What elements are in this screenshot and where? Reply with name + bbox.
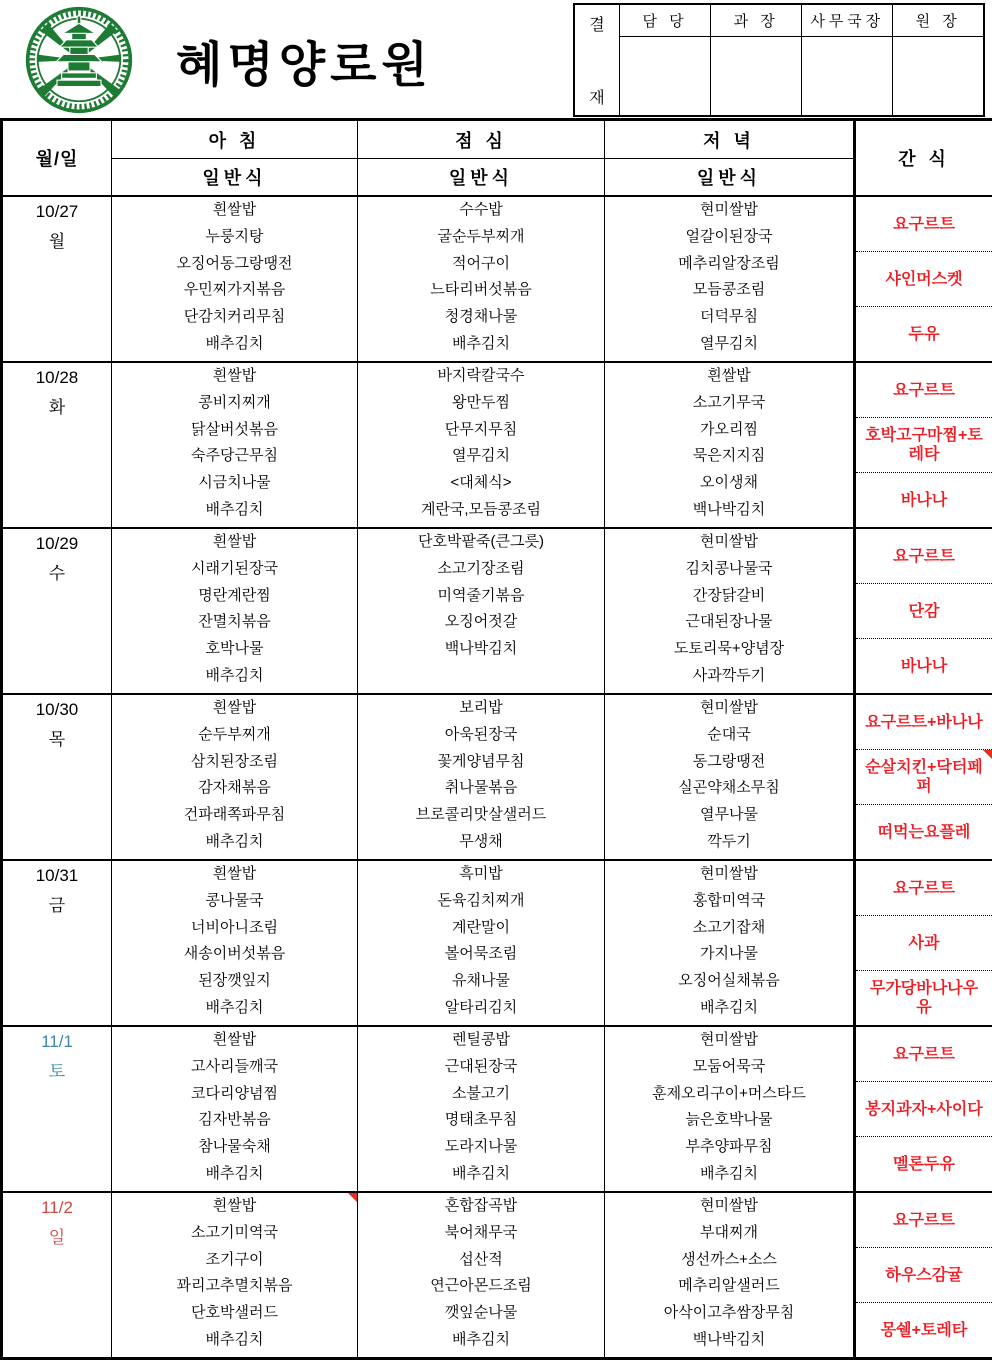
subheader-breakfast-type: 일반식 [112, 159, 358, 197]
day-of-week: 월 [3, 227, 111, 257]
menu-item: 꽃게양념무침 [358, 749, 604, 776]
menu-row-11-2 [2, 1192, 992, 1359]
menu-item: 흰쌀밥 [112, 695, 357, 722]
menu-item: 메추리알장조림 [605, 251, 853, 278]
snack-item [856, 639, 992, 693]
subheader-lunch-type: 일반식 [358, 159, 605, 197]
date-value: 10/28 [3, 363, 111, 393]
dinner-cell [605, 196, 855, 362]
approval-stamp-char-bottom: 재 [589, 85, 604, 108]
menu-item: 혼합잡곡밥 [358, 1193, 604, 1220]
menu-item: 배추김치 [112, 829, 357, 856]
lunch-cell [358, 1026, 605, 1192]
snack-item-label: 호박고구마찜+토레타 [864, 426, 984, 464]
date-value: 11/2 [3, 1193, 111, 1223]
menu-item: 소고기미역국 [112, 1220, 357, 1247]
day-of-week: 화 [3, 393, 111, 423]
snack-item [856, 861, 992, 916]
day-of-week: 수 [3, 559, 111, 589]
snack-cell [855, 362, 992, 528]
menu-item: 유채나물 [358, 968, 604, 995]
menu-row-10-31 [2, 860, 992, 1026]
menu-item: 소불고기 [358, 1081, 604, 1108]
snack-item [856, 307, 992, 361]
menu-item: 건파래쪽파무침 [112, 802, 357, 829]
breakfast-cell [112, 528, 358, 694]
menu-item: 홍합미역국 [605, 888, 853, 915]
snack-item-label: 멜론두유 [893, 1155, 955, 1174]
approval-col-wonjang: 원 장 [893, 4, 984, 37]
menu-item: 순대국 [605, 722, 853, 749]
breakfast-cell [112, 1026, 358, 1192]
menu-item: 배추김치 [112, 1327, 357, 1354]
menu-item: 무생채 [358, 829, 604, 856]
menu-item: 간장닭갈비 [605, 583, 853, 610]
snack-item-label: 단감 [909, 602, 940, 621]
menu-item: 배추김치 [605, 995, 853, 1022]
snack-list [856, 695, 992, 859]
day-of-week: 목 [3, 725, 111, 755]
menu-item: 북어채무국 [358, 1220, 604, 1247]
menu-item: 적어구이 [358, 251, 604, 278]
menu-item: 삼치된장조림 [112, 749, 357, 776]
dinner-cell [605, 528, 855, 694]
menu-item: 소고기무국 [605, 390, 853, 417]
menu-item: 흰쌀밥 [112, 529, 357, 556]
menu-item: 고사리들깨국 [112, 1054, 357, 1081]
snack-item [856, 695, 992, 750]
menu-item: 우민찌가지볶음 [112, 277, 357, 304]
menu-item: 콩나물국 [112, 888, 357, 915]
date-value: 10/31 [3, 861, 111, 891]
menu-item: 취나물볶음 [358, 775, 604, 802]
snack-item [856, 1303, 992, 1357]
page-header [0, 0, 992, 118]
menu-item: 더덕무침 [605, 304, 853, 331]
snack-cell [855, 1026, 992, 1192]
menu-item: 배추김치 [358, 331, 604, 358]
col-header-date: 월/일 [2, 120, 112, 197]
snack-item [856, 805, 992, 859]
menu-row-10-30 [2, 694, 992, 860]
meal-plan-header [2, 120, 992, 197]
snack-item-label: 바나나 [901, 491, 947, 510]
menu-item: 오징어젓갈 [358, 609, 604, 636]
menu-item: 된장깻잎지 [112, 968, 357, 995]
menu-item: 순두부찌개 [112, 722, 357, 749]
menu-item: 미역줄기볶음 [358, 583, 604, 610]
menu-item: 흰쌀밥 [112, 363, 357, 390]
comment-marker-icon [348, 1193, 357, 1202]
menu-item: 생선까스+소스 [605, 1247, 853, 1274]
menu-item: 꽈리고추멸치볶음 [112, 1273, 357, 1300]
snack-item-label: 요구르트 [893, 1045, 955, 1064]
menu-item: 가오리찜 [605, 417, 853, 444]
menu-item: 배추김치 [358, 1327, 604, 1354]
date-value: 11/1 [3, 1027, 111, 1057]
menu-item: 소고기장조림 [358, 556, 604, 583]
snack-item [856, 418, 992, 473]
approval-box [573, 3, 985, 117]
menu-item: 닭살버섯볶음 [112, 417, 357, 444]
lunch-cell [358, 860, 605, 1026]
date-cell [2, 362, 112, 528]
approval-stamp-label [574, 4, 620, 116]
menu-item: 현미쌀밥 [605, 529, 853, 556]
snack-list [856, 197, 992, 361]
approval-sign-cell [711, 37, 802, 117]
comment-marker-icon [983, 750, 992, 759]
menu-item: 배추김치 [112, 331, 357, 358]
col-header-lunch: 점 심 [358, 120, 605, 159]
menu-item: 코다리양념찜 [112, 1081, 357, 1108]
date-cell [2, 196, 112, 362]
menu-item: 배추김치 [605, 1161, 853, 1188]
menu-row-10-29 [2, 528, 992, 694]
day-of-week: 금 [3, 891, 111, 921]
menu-item: 렌틸콩밥 [358, 1027, 604, 1054]
menu-item: 도토리묵+양념장 [605, 636, 853, 663]
menu-item: 현미쌀밥 [605, 861, 853, 888]
menu-item: 배추김치 [112, 995, 357, 1022]
menu-item: 콩비지찌개 [112, 390, 357, 417]
menu-item: 새송이버섯볶음 [112, 941, 357, 968]
date-value: 10/29 [3, 529, 111, 559]
snack-item-label: 봉지과자+사이다 [865, 1100, 983, 1119]
menu-item: 얼갈이된장국 [605, 224, 853, 251]
menu-item: 깻잎순나물 [358, 1300, 604, 1327]
menu-item: 시래기된장국 [112, 556, 357, 583]
menu-item: 계란국,모듬콩조림 [358, 497, 604, 524]
menu-item: 부추양파무침 [605, 1134, 853, 1161]
snack-cell [855, 860, 992, 1026]
approval-col-gwajang: 과 장 [711, 4, 802, 37]
menu-item: 브로콜리맛살샐러드 [358, 802, 604, 829]
menu-item: 잔멸치볶음 [112, 609, 357, 636]
menu-item: 열무김치 [358, 443, 604, 470]
menu-item: 흰쌀밥 [112, 1193, 357, 1220]
snack-item-label: 바나나 [901, 657, 947, 676]
snack-item [856, 529, 992, 584]
menu-item: 수수밥 [358, 197, 604, 224]
menu-item: 오징어실채볶음 [605, 968, 853, 995]
menu-item: <대체식> [358, 470, 604, 497]
menu-item: 명태초무침 [358, 1107, 604, 1134]
subheader-dinner-type: 일반식 [605, 159, 855, 197]
menu-item: 실곤약채소무침 [605, 775, 853, 802]
menu-item: 청경채나물 [358, 304, 604, 331]
snack-cell [855, 694, 992, 860]
snack-list [856, 1027, 992, 1191]
menu-item: 열무김치 [605, 331, 853, 358]
snack-item [856, 363, 992, 418]
snack-cell [855, 196, 992, 362]
menu-item: 보리밥 [358, 695, 604, 722]
date-value: 10/30 [3, 695, 111, 725]
menu-item: 모듬콩조림 [605, 277, 853, 304]
snack-item-label: 요구르트 [893, 1211, 955, 1230]
menu-item: 명란계란찜 [112, 583, 357, 610]
menu-item: 현미쌀밥 [605, 1193, 853, 1220]
snack-list [856, 861, 992, 1025]
snack-item-label: 몽쉘+토레타 [881, 1321, 968, 1340]
snack-item-label: 요구르트 [893, 381, 955, 400]
lunch-cell [358, 694, 605, 860]
snack-cell [855, 528, 992, 694]
date-cell [2, 528, 112, 694]
menu-item: 흰쌀밥 [112, 197, 357, 224]
menu-item: 단호박샐러드 [112, 1300, 357, 1327]
menu-item: 묵은지지짐 [605, 443, 853, 470]
menu-item: 김자반볶음 [112, 1107, 357, 1134]
menu-item: 부대찌개 [605, 1220, 853, 1247]
snack-item-label: 하우스감귤 [885, 1266, 962, 1285]
lunch-cell [358, 1192, 605, 1359]
menu-item: 배추김치 [112, 1161, 357, 1188]
menu-item: 훈제오리구이+머스타드 [605, 1081, 853, 1108]
col-header-dinner: 저 녁 [605, 120, 855, 159]
dinner-cell [605, 362, 855, 528]
approval-stamp-char-top: 결 [589, 12, 604, 35]
breakfast-cell [112, 694, 358, 860]
date-cell [2, 1026, 112, 1192]
lunch-cell [358, 528, 605, 694]
menu-item: 모둠어묵국 [605, 1054, 853, 1081]
menu-item: 흑미밥 [358, 861, 604, 888]
snack-item [856, 1082, 992, 1137]
menu-row-10-28 [2, 362, 992, 528]
snack-item [856, 584, 992, 639]
snack-item [856, 971, 992, 1025]
menu-item: 백나박김치 [605, 497, 853, 524]
menu-item: 백나박김치 [605, 1327, 853, 1354]
menu-item: 섭산적 [358, 1247, 604, 1274]
snack-item-label: 사과 [909, 934, 940, 953]
breakfast-cell [112, 860, 358, 1026]
menu-item: 숙주당근무침 [112, 443, 357, 470]
dinner-cell [605, 1192, 855, 1359]
menu-item: 아욱된장국 [358, 722, 604, 749]
snack-list [856, 529, 992, 693]
snack-item [856, 252, 992, 307]
col-header-snack: 간 식 [855, 120, 992, 197]
menu-item: 볼어묵조림 [358, 941, 604, 968]
menu-item: 도라지나물 [358, 1134, 604, 1161]
meal-plan-table [0, 118, 992, 1360]
snack-item [856, 197, 992, 252]
date-cell [2, 694, 112, 860]
temple-seal-logo [22, 5, 136, 115]
menu-item: 흰쌀밥 [112, 1027, 357, 1054]
menu-item: 단감치커리무침 [112, 304, 357, 331]
menu-item: 굴순두부찌개 [358, 224, 604, 251]
snack-cell [855, 1192, 992, 1359]
col-header-breakfast: 아 침 [112, 120, 358, 159]
snack-list [856, 363, 992, 527]
snack-item-label: 요구르트 [893, 215, 955, 234]
snack-item [856, 750, 992, 805]
snack-item-label: 두유 [909, 325, 940, 344]
menu-item: 오징어동그랑땡전 [112, 251, 357, 278]
snack-item [856, 1137, 992, 1191]
menu-row-10-27 [2, 196, 992, 362]
menu-item: 바지락칼국수 [358, 363, 604, 390]
breakfast-cell [112, 362, 358, 528]
menu-item: 호박나물 [112, 636, 357, 663]
menu-item: 느타리버섯볶음 [358, 277, 604, 304]
approval-col-damdang: 담 당 [620, 4, 711, 37]
day-of-week: 토 [3, 1057, 111, 1087]
menu-item: 배추김치 [112, 497, 357, 524]
menu-item: 늙은호박나물 [605, 1107, 853, 1134]
snack-item-label: 샤인머스켓 [885, 270, 962, 289]
menu-item: 감자채볶음 [112, 775, 357, 802]
snack-item-label: 요구르트 [893, 879, 955, 898]
menu-item: 아삭이고추쌈장무침 [605, 1300, 853, 1327]
meal-plan-body [2, 196, 992, 1359]
menu-item: 흰쌀밥 [112, 861, 357, 888]
menu-item: 근대된장나물 [605, 609, 853, 636]
menu-item: 단호박팥죽(큰그릇) [358, 529, 604, 556]
date-value: 10/27 [3, 197, 111, 227]
menu-item: 시금치나물 [112, 470, 357, 497]
menu-item: 배추김치 [112, 663, 357, 690]
menu-item: 참나물숙채 [112, 1134, 357, 1161]
date-cell [2, 860, 112, 1026]
menu-item: 백나박김치 [358, 636, 604, 663]
menu-item: 메추리알샐러드 [605, 1273, 853, 1300]
menu-item: 배추김치 [358, 1161, 604, 1188]
menu-item: 근대된장국 [358, 1054, 604, 1081]
snack-item-label: 순살치킨+닥터페퍼 [864, 758, 984, 796]
snack-item [856, 1193, 992, 1248]
menu-item: 열무나물 [605, 802, 853, 829]
menu-item: 돈육김치찌개 [358, 888, 604, 915]
menu-item: 사과깍두기 [605, 663, 853, 690]
dinner-cell [605, 860, 855, 1026]
menu-item: 깍두기 [605, 829, 853, 856]
day-of-week: 일 [3, 1223, 111, 1253]
menu-item: 가지나물 [605, 941, 853, 968]
date-cell [2, 1192, 112, 1359]
menu-item: 단무지무침 [358, 417, 604, 444]
menu-item: 김치콩나물국 [605, 556, 853, 583]
menu-item: 왕만두찜 [358, 390, 604, 417]
lunch-cell [358, 196, 605, 362]
snack-item-label: 요구르트 [893, 547, 955, 566]
dinner-cell [605, 694, 855, 860]
menu-item: 현미쌀밥 [605, 197, 853, 224]
snack-item [856, 1027, 992, 1082]
snack-item-label: 떠먹는요플레 [878, 823, 971, 842]
snack-item [856, 473, 992, 527]
menu-row-11-1 [2, 1026, 992, 1192]
breakfast-cell [112, 196, 358, 362]
snack-item-label: 무가당바나나우유 [864, 979, 984, 1017]
menu-item: 알타리김치 [358, 995, 604, 1022]
approval-sign-cell [802, 37, 893, 117]
approval-sign-cell [893, 37, 984, 117]
menu-item: 계란말이 [358, 915, 604, 942]
menu-item: 소고기잡채 [605, 915, 853, 942]
menu-item: 오이생채 [605, 470, 853, 497]
lunch-cell [358, 362, 605, 528]
menu-item: 연근아몬드조림 [358, 1273, 604, 1300]
menu-item: 조기구이 [112, 1247, 357, 1274]
snack-item-label: 요구르트+바나나 [865, 713, 983, 732]
dinner-cell [605, 1026, 855, 1192]
menu-item: 너비아니조림 [112, 915, 357, 942]
menu-item: 흰쌀밥 [605, 363, 853, 390]
page-title: 혜명양로원 [176, 26, 433, 95]
breakfast-cell [112, 1192, 358, 1359]
menu-item: 동그랑땡전 [605, 749, 853, 776]
approval-col-samugukjang: 사무국장 [802, 4, 893, 37]
snack-item [856, 916, 992, 971]
approval-sign-cell [620, 37, 711, 117]
snack-item [856, 1248, 992, 1303]
menu-item: 현미쌀밥 [605, 695, 853, 722]
menu-item: 현미쌀밥 [605, 1027, 853, 1054]
menu-item: 누룽지탕 [112, 224, 357, 251]
snack-list [856, 1193, 992, 1357]
